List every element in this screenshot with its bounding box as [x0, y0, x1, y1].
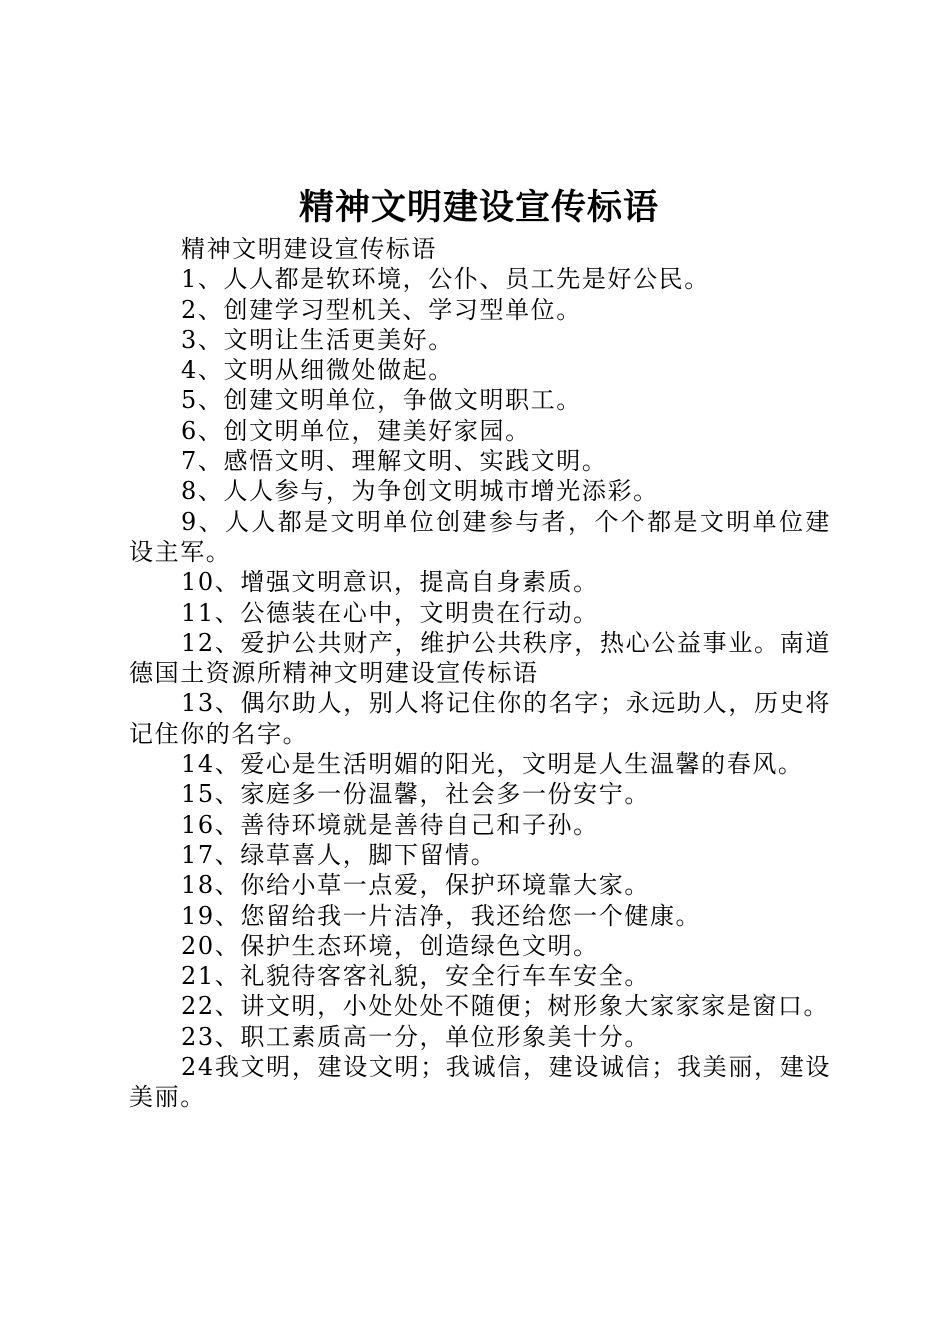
slogan-item: 1、人人都是软环境，公仆、员工先是好公民。	[181, 265, 710, 294]
slogan-item: 13、偶尔助人，别人将记住你的名字；永远助人，历史将记住你的名字。	[129, 689, 831, 748]
slogan-item: 5、创建文明单位，争做文明职工。	[181, 386, 582, 415]
slogan-item: 17、绿草喜人，脚下留情。	[181, 840, 497, 869]
slogan-item: 6、创文明单位，建美好家园。	[181, 416, 531, 445]
slogan-item: 14、爱心是生活明媚的阳光，文明是人生温馨的春风。	[181, 750, 804, 779]
slogan-item: 4、文明从细微处做起。	[181, 356, 454, 385]
slogan-item: 15、家庭多一份温馨，社会多一份安宁。	[181, 780, 650, 809]
slogan-item: 10、增强文明意识，提高自身素质。	[181, 568, 599, 597]
slogan-item: 2、创建学习型机关、学习型单位。	[181, 295, 582, 324]
slogan-item: 22、讲文明，小处处处不随便；树形象大家家家是窗口。	[181, 992, 830, 1021]
slogan-item: 19、您留给我一片洁净，我还给您一个健康。	[181, 901, 702, 930]
slogan-item: 23、职工素质高一分，单位形象美十分。	[181, 1022, 650, 1051]
slogan-item: 24我文明，建设文明；我诚信，建设诚信；我美丽，建设美丽。	[129, 1053, 831, 1112]
slogan-item: 16、善待环境就是善待自己和子孙。	[181, 810, 599, 839]
slogan-item: 12、爱护公共财产，维护公共秩序，热心公益事业。南道德国土资源所精神文明建设宣传标语	[129, 628, 831, 688]
document-body	[129, 234, 831, 1113]
slogan-item: 18、你给小草一点爱，保护环境靠大家。	[181, 871, 650, 900]
slogan-item: 9、人人都是文明单位创建参与者，个个都是文明单位建设主军。	[129, 507, 831, 566]
slogan-item: 20、保护生态环境，创造绿色文明。	[181, 931, 599, 960]
slogan-item: 7、感悟文明、理解文明、实践文明。	[181, 447, 608, 476]
slogan-item: 3、文明让生活更美好。	[181, 325, 454, 354]
slogan-item: 8、人人参与，为争创文明城市增光添彩。	[181, 477, 659, 506]
document-title: 精神文明建设宣传标语	[298, 187, 659, 228]
slogan-item: 11、公德装在心中，文明贵在行动。	[181, 598, 599, 627]
paragraph: 精神文明建设宣传标语	[181, 235, 437, 263]
slogan-item: 21、礼貌待客客礼貌，安全行车车安全。	[181, 962, 650, 991]
